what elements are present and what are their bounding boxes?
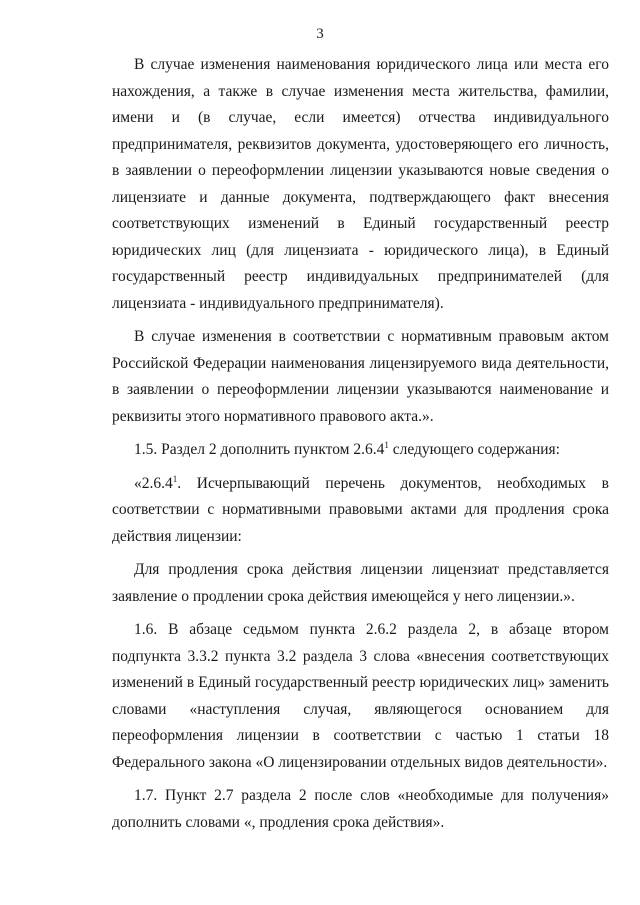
paragraph-1: В случае изменения наименования юридического лица или места его нахождения, а также в случае изменения места жительства, фамилии, имени и (в случае, если имеется) отчества индивидуального предпринимателя, реквизитов документа, удостоверяющего его личность, в заявлении о переоформлении лицензии указываются новые сведения о лицензиате и данные документа, подтверждающего факт внесения соответствующих изменений в Единый государственный реестр юридических лиц (для лицензиата - юридического лица), в Единый государственный реестр индивидуальных предпринимателей (для лицензиата - индивидуального предпринимателя). <box>112 56 609 312</box>
paragraph-4 <box>112 471 609 551</box>
document-body <box>112 52 609 836</box>
paragraph-3-superscript: 1 <box>384 439 389 450</box>
paragraph-3-text-start: 1.5. Раздел 2 дополнить пунктом 2.6.4 <box>134 441 385 458</box>
paragraph-6: 1.6. В абзаце седьмом пункта 2.6.2 раздела 2, в абзаце втором подпункта 3.3.2 пункта 3.2 раздела 3 слова «внесения соответствующих изменений в Единый государственный реестр юридических лиц» заменить словами «наступления случая, являющегося основанием для переоформления лицензии в соответствии с частью 1 статьи 18 Федерального закона «О лицензировании отдельных видов деятельности». <box>112 621 609 771</box>
paragraph-2: В случае изменения в соответствии с нормативным правовым актом Российской Федерации наименования лицензируемого вида деятельности, в заявлении о переоформлении лицензии указываются наименование и реквизиты этого нормативного правового акта.». <box>112 328 609 425</box>
paragraph-4-text-end: . Исчерпывающий перечень документов, необходимых в соответствии с нормативными правовыми актами для продления срока действия лицензии: <box>112 474 609 545</box>
paragraph-7: 1.7. Пункт 2.7 раздела 2 после слов «необходимые для получения» дополнить словами «, продления срока действия». <box>112 787 609 831</box>
paragraph-3-text-end: следующего содержания: <box>388 441 560 458</box>
page-number: 3 <box>316 26 324 42</box>
paragraph-5: Для продления срока действия лицензии лицензиат представляется заявление о продлении срока действия имеющейся у него лицензии.». <box>112 561 609 605</box>
paragraph-3 <box>112 437 609 464</box>
paragraph-4-text-start: «2.6.4 <box>134 474 173 492</box>
paragraph-4-superscript: 1 <box>172 473 178 484</box>
